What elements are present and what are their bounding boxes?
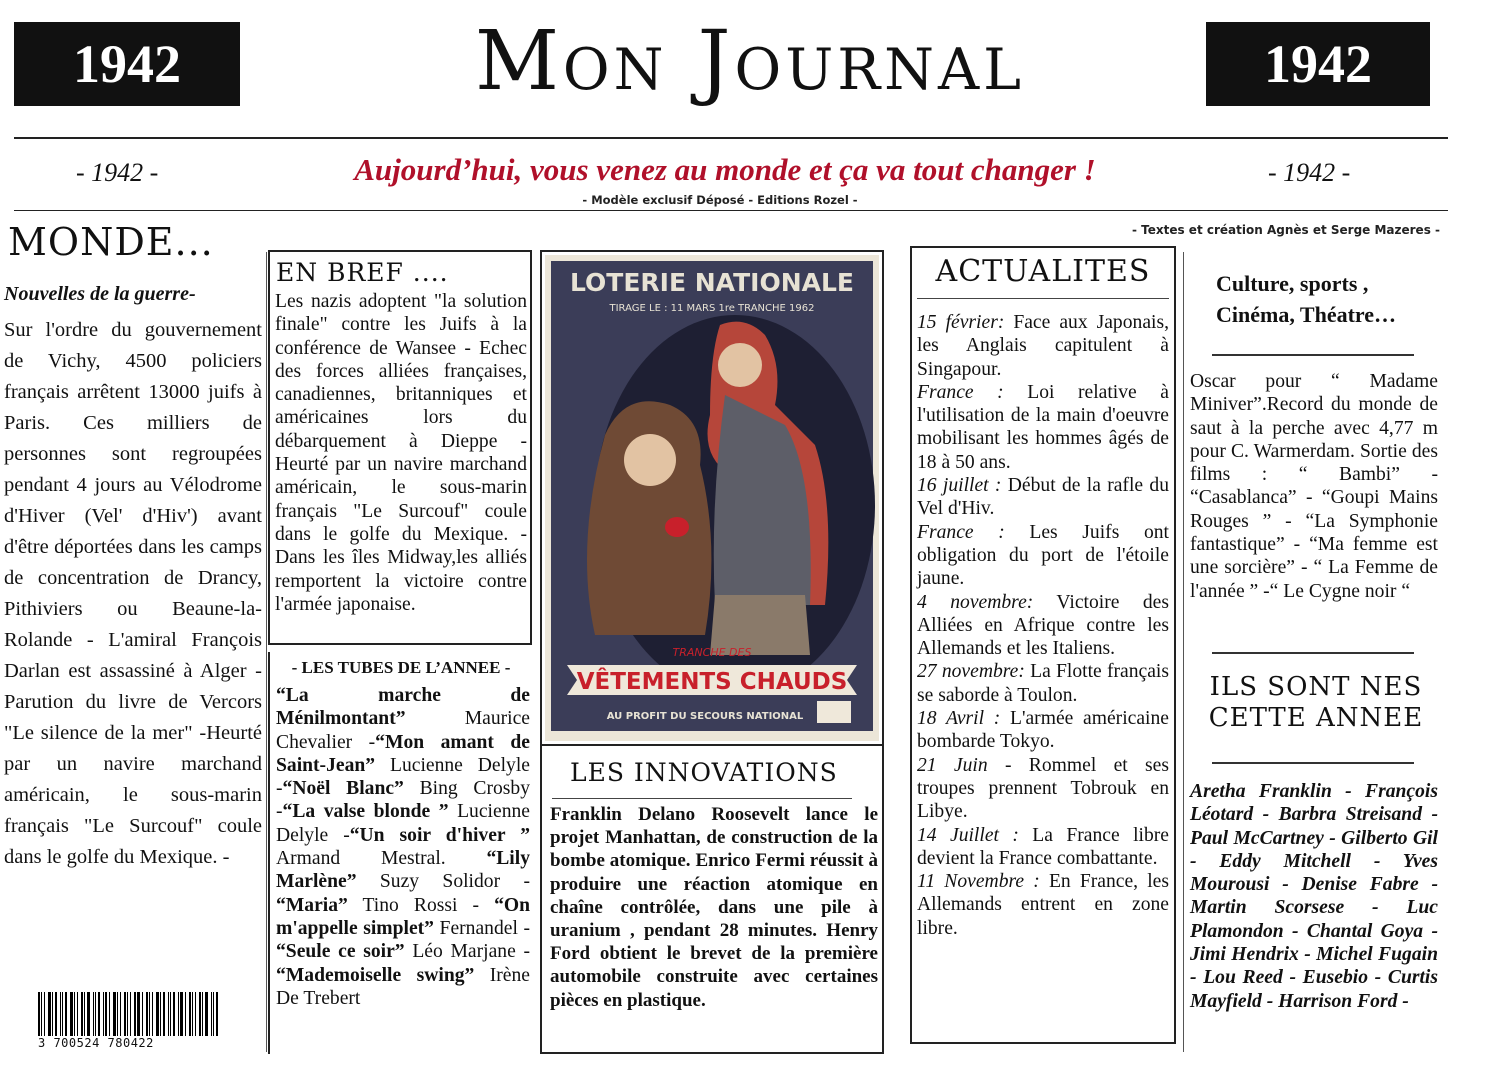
barcode-bar [62, 992, 63, 1036]
barcode-bar [216, 992, 218, 1036]
masthead-title: Mon Journal [474, 14, 1026, 109]
actualite-text: Les Juifs ont obligation du port de l'étoile jaune. [917, 521, 1169, 590]
actualite-date: 14 Juillet : [917, 824, 1019, 846]
tubes-box [268, 652, 532, 1054]
tubes-list [276, 684, 530, 1010]
barcode-bar [170, 992, 171, 1036]
actualite-text: L'armée américaine bombarde Tokyo. [917, 708, 1169, 753]
barcode-bar [105, 992, 107, 1036]
barcode-bar [173, 992, 175, 1036]
barcode-bar [127, 992, 128, 1036]
innovations-box [540, 746, 884, 1054]
barcode-bar [213, 992, 214, 1036]
barcode-bar [87, 992, 90, 1036]
en-bref-body: Les nazis adoptent "la solution finale" contre les Juifs à la conférence de Wansee - Echec des forces alliées françaises, canadiennes, britanniques et américaines lors du débarquement à Dieppe - Heurté par un navire marchand américain, le sous-marin français "Le Surcouf" coule dans le golfe du Mexique. - Dans les îles Midway,les alliés remportent la victoire contre l'armée japonaise. [275, 291, 527, 615]
tube-song: “Lily Marlène” [276, 848, 530, 893]
barcode-bar [156, 992, 159, 1036]
actualite-item [917, 521, 1169, 591]
tube-artist: Lucienne Delyle - [276, 801, 530, 846]
actualite-text: En France, les Allemands entrent en zone libre. [917, 871, 1169, 939]
barcode-bar [163, 992, 165, 1036]
tube-song: “Noël Blanc” [282, 778, 404, 800]
actualite-text: Loi relative à l'utilisation de la main d'oeuvre mobilisant les hommes âgés de 18 à 50 ans. [917, 381, 1169, 473]
barcode-bar [160, 992, 161, 1036]
barcode-bar [95, 992, 96, 1036]
barcode-bar [192, 992, 193, 1036]
barcode-bar [130, 992, 131, 1036]
tube-artist: Fernandel - [433, 917, 530, 939]
tube-song: “Maria” [276, 894, 348, 916]
innovations-rule [552, 798, 852, 799]
barcode-bar [117, 992, 118, 1036]
actualite-date: 21 Juin [917, 754, 988, 776]
actualite-date: 27 novembre: [917, 661, 1025, 683]
actualite-date: 11 Novembre : [917, 871, 1040, 893]
tube-song: “Seule ce soir” [276, 941, 405, 963]
header-rule [14, 137, 1448, 139]
actualite-item [917, 824, 1169, 871]
tube-artist: Bing Crosby - [276, 778, 531, 823]
loterie-poster [545, 255, 879, 741]
actualite-date: France : [917, 381, 1004, 403]
culture-rule [1212, 354, 1414, 356]
barcode-bar [189, 992, 191, 1036]
subheader-rule [14, 210, 1448, 211]
culture-body: Oscar pour “ Madame Miniver”.Record du monde de saut à la perche avec 4,77 m pour C. Warmerdam. Sortie des films : “ Bambi” - “Casablanca” - “Goupi Mains Rouges ” - “La Symphonie fantastique” - “Ma femme est une sorcière” - “ La Femme de l'année ” -“ Le Cygne noir “ [1190, 371, 1438, 602]
monde-body: Sur l'ordre du gouvernement de Vichy, 4500 policiers français arrêtent 13000 juifs à Paris. Ces milliers de personnes sont regroupées pendant 4 jours au Vélodrome d'Hiver (Vel' d'Hiv') avant d'être déportées dans les camps de concentration de Drancy, Pithiviers ou Beaune-la-Rolande - L'amiral François Darlan est assassiné à Alger - Parution du livre de Vercors "Le silence de la mer" -Heurté par un navire marchand américain, le sous-marin français "Le Surcouf" coule dans le golfe du Mexique. - [4, 319, 262, 868]
barcode-bar [93, 992, 94, 1036]
barcode-bar [70, 992, 73, 1036]
tagline: Aujourd’hui, vous venez au monde et ça va tout changer ! [354, 152, 1096, 187]
barcode-bar [113, 992, 116, 1036]
barcode-bar [84, 992, 85, 1036]
barcode-bar [74, 992, 75, 1036]
barcode-bar [109, 992, 110, 1036]
actualite-date: France : [917, 521, 1005, 543]
actualite-text: La Flotte français se saborde à Toulon. [917, 661, 1169, 706]
barcode-bar [124, 992, 126, 1036]
barcode-bars [38, 992, 238, 1036]
actualite-text: Début de la rafle du Vel d'Hiv. [917, 475, 1169, 520]
child-face [624, 434, 676, 486]
actualite-text: Victoire des Alliées en Afrique contre les Allemands et les Italiens. [917, 591, 1169, 660]
tube-song: “On m'appelle simplet” [276, 894, 530, 939]
poster-tranche: TRANCHE DES [672, 646, 752, 659]
barcode-bar [146, 992, 148, 1036]
actualite-item [917, 754, 1169, 824]
tube-song: “Mon amant de Saint-Jean” [276, 731, 530, 776]
tube-artist: Lucienne Delyle - [276, 754, 530, 800]
barcode-number: 3 700524 780422 [38, 1036, 154, 1050]
tube-artist: Irène De Trebert [276, 964, 530, 1009]
barcode-bar [211, 992, 212, 1036]
barcode-bar [44, 992, 45, 1036]
barcode-bar [152, 992, 153, 1036]
barcode-bar [180, 992, 183, 1036]
column-divider-1 [266, 252, 267, 1052]
en-bref-title: EN BREF .... [276, 258, 449, 287]
actualite-text: La France libre devient la France combattante. [917, 824, 1170, 869]
poster-frame [540, 250, 884, 746]
culture-title: Culture, sports , Cinéma, Théatre… [1216, 271, 1397, 327]
barcode-bar [185, 992, 186, 1036]
actualite-item [917, 870, 1169, 940]
barcode-bar [55, 992, 57, 1036]
actualite-item [917, 311, 1169, 381]
barcode-bar [195, 992, 196, 1036]
nes-rule-bottom [1212, 762, 1414, 764]
tube-artist: Suzy Solidor - [356, 871, 530, 893]
year-box-left: 1942 [14, 22, 240, 106]
column-divider-5 [1183, 252, 1184, 1052]
side-year-right: - 1942 - [1268, 158, 1351, 187]
barcode-bar [142, 992, 143, 1036]
subtagline: - Modèle exclusif Déposé - Editions Rozel - [582, 193, 858, 207]
tube-song: “Un soir d'hiver ” [349, 824, 531, 846]
barcode-bar [41, 992, 42, 1036]
actualite-date: 4 novembre: [917, 591, 1034, 613]
barcode-bar [98, 992, 100, 1036]
barcode-bar [38, 992, 40, 1036]
barcode-bar [202, 992, 203, 1036]
actualites-title: ACTUALITES [935, 254, 1151, 289]
poster-footer: AU PROFIT DU SECOURS NATIONAL [606, 711, 804, 722]
barcode-bar [60, 992, 61, 1036]
barcode-bar [77, 992, 78, 1036]
tube-artist: Maurice Chevalier - [276, 708, 530, 753]
girl-face [718, 343, 762, 387]
nes-rule-top [1212, 652, 1414, 654]
innovations-title: LES INNOVATIONS [570, 758, 838, 787]
year-box-right: 1942 [1206, 22, 1430, 106]
actualite-text: Face aux Japonais, les Anglais capitulent à Singapour. [917, 312, 1169, 380]
barcode-bar [199, 992, 201, 1036]
tube-artist: Tino Rossi - [347, 894, 495, 916]
actualites-box [910, 246, 1176, 1044]
actualite-date: 15 février: [917, 312, 1005, 333]
barcode-bar [134, 992, 136, 1036]
poster-title: LOTERIE NATIONALE [570, 268, 854, 297]
barcode-bar [48, 992, 51, 1036]
tube-artist: Armand Mestral. [276, 848, 487, 870]
actualites-list [917, 311, 1169, 940]
credits: - Textes et création Agnès et Serge Mazeres - [1131, 223, 1440, 237]
tube-artist: Léo Marjane - [404, 941, 530, 963]
actualite-item [917, 707, 1169, 754]
nes-title: ILS SONT NES CETTE ANNEE [1208, 672, 1424, 733]
barcode-bar [120, 992, 121, 1036]
monde-subtitle: Nouvelles de la guerre- [4, 283, 196, 305]
barcode-bar [103, 992, 104, 1036]
barcode-bar [168, 992, 169, 1036]
actualite-date: 18 Avril : [917, 708, 1001, 730]
side-year-left: - 1942 - [76, 158, 159, 187]
poster-stamp [817, 701, 851, 723]
monde-title: MONDE... [8, 220, 214, 264]
child-mitten [665, 517, 689, 537]
actualite-date: 16 juillet : [917, 475, 1002, 497]
barcode [38, 992, 238, 1050]
actualites-rule [917, 298, 1169, 299]
barcode-bar [65, 992, 67, 1036]
poster-banner: VÊTEMENTS CHAUDS [576, 669, 848, 695]
actualite-item [917, 660, 1169, 707]
actualite-item [917, 381, 1169, 474]
barcode-bar [81, 992, 83, 1036]
innovations-body: Franklin Delano Roosevelt lance le projet Manhattan, de construction de la bombe atomique. Enrico Fermi réussit à produire une réaction atomique en chaîne contrôlée, dans une pile à uranium , pendant 28 minutes. Henry Ford obtient le brevet de la première automobile construite avec certaines pièces en plastique. [550, 804, 878, 1011]
barcode-bar [137, 992, 140, 1036]
barcode-bar [52, 992, 53, 1036]
actualite-item [917, 591, 1169, 661]
poster-subtitle: TIRAGE LE : 11 MARS 1re TRANCHE 1962 [609, 303, 815, 314]
barcode-bar [149, 992, 150, 1036]
actualite-item [917, 474, 1169, 521]
tube-song: “Mademoiselle swing” [276, 964, 475, 986]
tube-song: “La marche de Ménilmontant” [276, 685, 530, 730]
tube-song: “La valse blonde ” [282, 801, 449, 823]
nes-body: Aretha Franklin - François Léotard - Barbra Streisand - Paul McCartney - Gilberto Gil - Eddy Mitchell - Yves Mourousi - Denise Fabre - Martin Scorsese - Luc Plamondon - Chantal Goya - Jimi Hendrix - Michel Fugain - Lou Reed - Eusebio - Curtis Mayfield - Harrison Ford - [1190, 781, 1438, 1012]
en-bref-box [268, 250, 532, 645]
barcode-bar [178, 992, 179, 1036]
barcode-bar [205, 992, 208, 1036]
tubes-title: - LES TUBES DE L’ANNEE - [291, 658, 511, 677]
actualite-text: - Rommel et ses troupes prennent Tobrouk en Libye. [917, 754, 1169, 823]
